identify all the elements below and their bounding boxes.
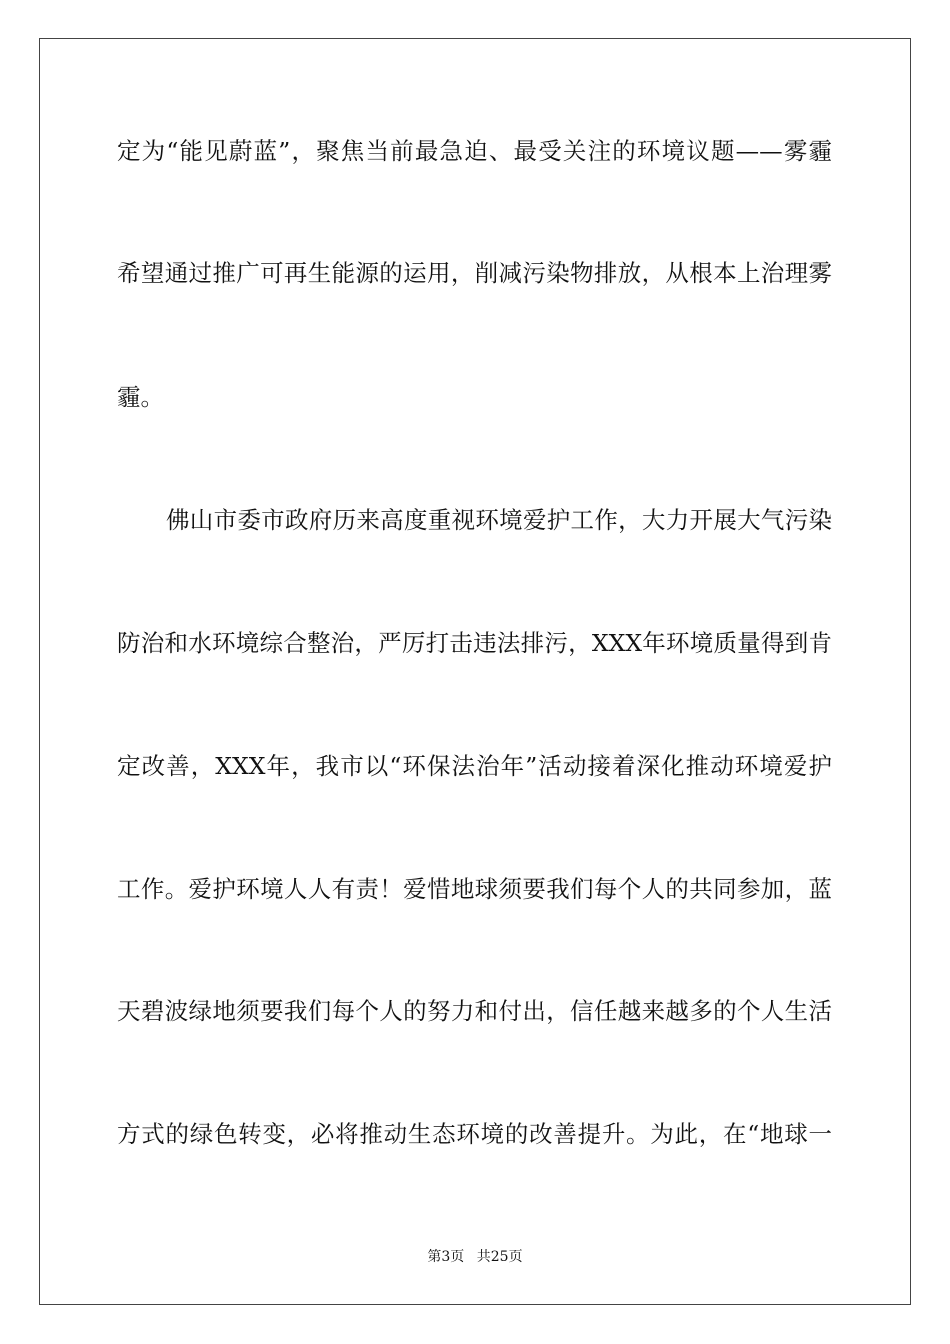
text-line: 方式的绿色转变，必将推动生态环境的改善提升。为此，在“地球一 — [117, 1120, 832, 1148]
text-line: 佛山市委市政府历来高度重视环境爱护工作，大力开展大气污染 — [166, 506, 832, 534]
text-line: 防治和水环境综合整治，严厉打击违法排污，XXX年环境质量得到肯 — [117, 629, 832, 657]
page-border — [39, 38, 911, 1305]
text-line: 霾。 — [117, 383, 164, 411]
text-line: 天碧波绿地须要我们每个人的努力和付出，信任越来越多的个人生活 — [117, 997, 832, 1025]
text-line: 希望通过推广可再生能源的运用，削减污染物排放，从根本上治理雾 — [117, 259, 832, 287]
text-line: 工作。爱护环境人人有责！爱惜地球须要我们每个人的共同参加，蓝 — [117, 875, 832, 903]
page-footer — [0, 1247, 950, 1267]
text-line: 定为“能见蔚蓝”，聚焦当前最急迫、最受关注的环境议题——雾霾 — [117, 137, 832, 165]
page-total: 共25页 — [476, 1249, 523, 1265]
text-line: 定改善，XXX年，我市以“环保法治年”活动接着深化推动环境爱护 — [117, 752, 832, 780]
page-number: 第3页 — [427, 1249, 465, 1265]
